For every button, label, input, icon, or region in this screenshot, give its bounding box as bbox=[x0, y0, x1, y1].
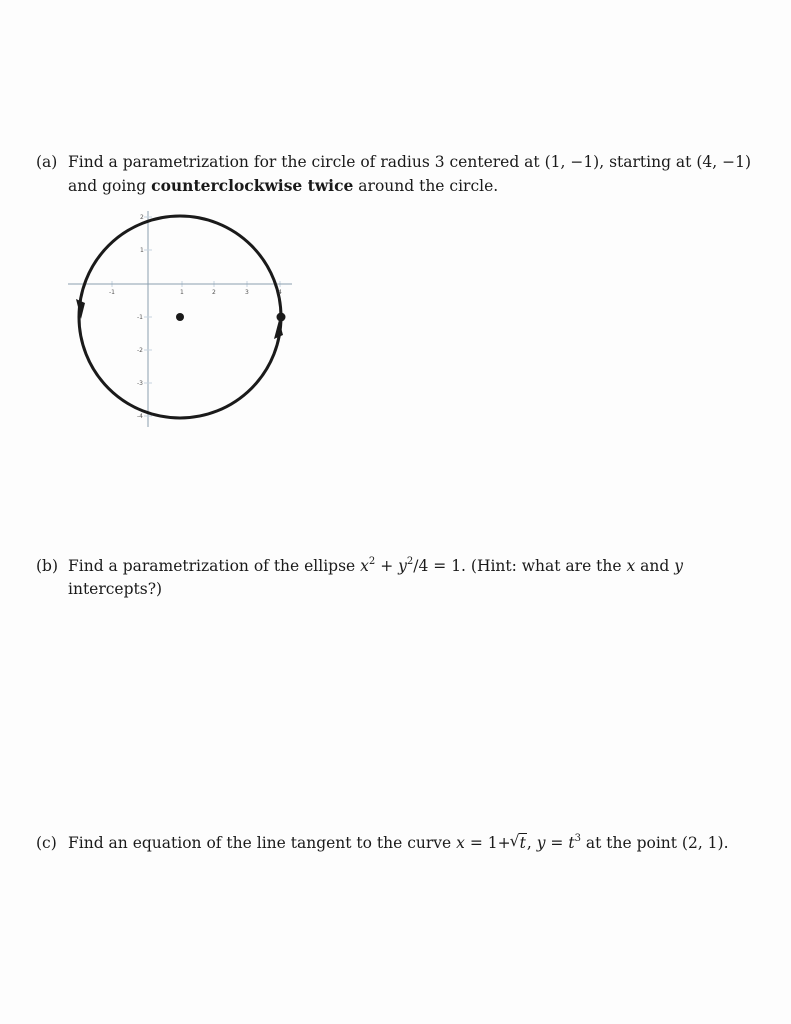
problem-b-text bbox=[68, 555, 756, 601]
problem-c-text-4: = bbox=[545, 834, 569, 852]
problem-a bbox=[36, 151, 756, 198]
start-point bbox=[277, 313, 286, 322]
y-tick-label: -3 bbox=[137, 380, 143, 387]
circle-figure bbox=[64, 205, 300, 437]
y-tick-label: 1 bbox=[140, 247, 144, 254]
problem-a-text-4: around the circle. bbox=[353, 177, 499, 195]
y-tick-label: -1 bbox=[137, 314, 143, 321]
problem-a-text-1: Find a parametrization for the circle of radius 3 centered at (1, −1), starting at (4, −1) bbox=[68, 153, 751, 171]
y-tick-label: -2 bbox=[137, 347, 143, 354]
problem-c-text-1: Find an equation of the line tangent to the curve bbox=[68, 834, 457, 852]
arrow-left-icon bbox=[76, 299, 85, 319]
problem-b-text-2: /4 = 1. (Hint: what are the bbox=[413, 557, 627, 575]
var-t: t bbox=[568, 834, 575, 852]
problem-b-text-1: Find a parametrization of the ellipse bbox=[68, 557, 361, 575]
var-y: y bbox=[674, 557, 684, 575]
x-tick-label: 1 bbox=[180, 289, 184, 296]
var-x: x bbox=[626, 557, 636, 575]
x-tick-label: -1 bbox=[109, 289, 115, 296]
problem-b bbox=[36, 555, 756, 601]
problem-b-text-3: and bbox=[635, 557, 675, 575]
exponent: 3 bbox=[574, 832, 581, 844]
y-tick-label: 2 bbox=[140, 214, 144, 221]
plus-sign: + bbox=[375, 557, 399, 575]
var-x: x bbox=[360, 557, 369, 575]
y-tick-label: -4 bbox=[137, 413, 143, 420]
sqrt-symbol bbox=[511, 832, 527, 855]
x-tick-label: 4 bbox=[278, 289, 282, 296]
var-x: x bbox=[456, 834, 465, 852]
exponent: 2 bbox=[368, 555, 376, 567]
var-y: y bbox=[398, 557, 407, 575]
exponent: 2 bbox=[406, 555, 414, 567]
problem-c-text bbox=[68, 832, 756, 855]
x-tick-label: 2 bbox=[212, 289, 216, 296]
problem-c-text-2: = 1+ bbox=[464, 834, 511, 852]
x-tick-label: 3 bbox=[245, 289, 249, 296]
problem-c-text-6: at the point (2, 1). bbox=[580, 834, 729, 852]
center-point bbox=[176, 313, 184, 321]
problem-a-label: (a) bbox=[36, 153, 58, 171]
problem-b-text-4: intercepts?) bbox=[68, 580, 163, 598]
problem-b-label: (b) bbox=[36, 557, 59, 575]
problem-a-text-2: and going bbox=[68, 177, 152, 195]
var-y: y bbox=[536, 834, 546, 852]
problem-c bbox=[36, 832, 756, 855]
var-t: t bbox=[519, 834, 526, 852]
problem-a-emphasis: counterclockwise twice bbox=[151, 176, 354, 195]
problem-a-text bbox=[68, 151, 756, 198]
problem-c-text-3: , bbox=[526, 834, 537, 852]
problem-c-label: (c) bbox=[36, 834, 57, 852]
